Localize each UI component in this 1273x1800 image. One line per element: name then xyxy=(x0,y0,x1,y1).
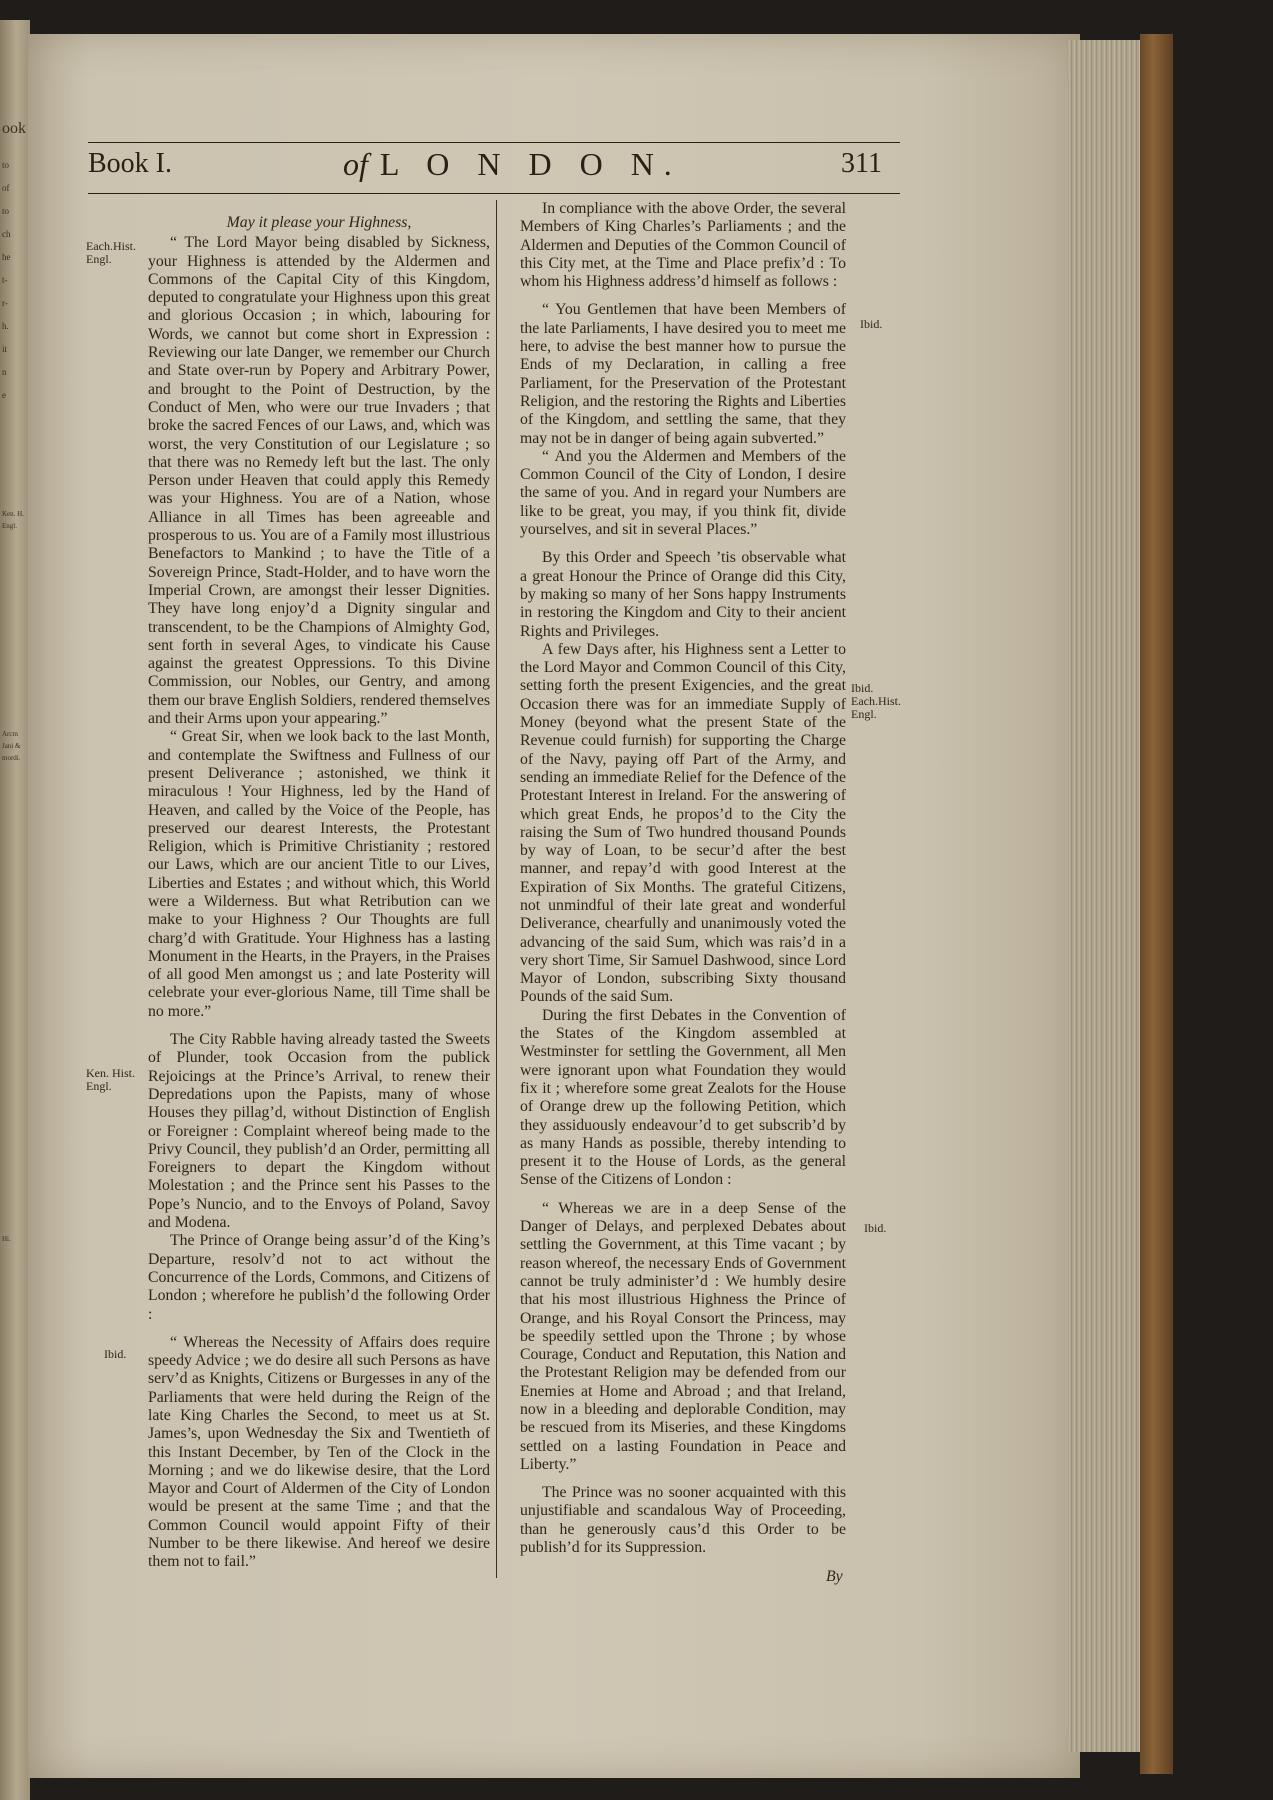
column-rule xyxy=(496,200,497,1578)
prev-page-fragment: he xyxy=(2,252,11,262)
prev-page-fragment: Ken. H. xyxy=(2,510,24,518)
prev-page-fragment: Hi. xyxy=(2,1235,11,1243)
prev-page-fragment: to xyxy=(2,160,10,170)
salutation: May it please your Highness, xyxy=(226,214,412,231)
paragraph: During the first Debates in the Convention of the States of the Kingdom assembled at Westminster for settling the Government, all Men were ignorant upon what Foundation they would fix it ; wherefore some great Zealots for the House of Orange drew up the following Petition, which they assiduously endeavour’d to get subscrib’d by as many Hands as possible, thereby intending to present it to the House of Lords, as the general Sense of the Citizens of London : xyxy=(520,1006,846,1189)
page-number: 311 xyxy=(841,148,882,179)
paragraph: “ Whereas the Necessity of Affairs does require speedy Advice ; we do desire all such Persons as have serv’d as Knights, Citizens or Burgesses in any of the Parliaments that were held during the Reign of the late King Charles the Second, to meet us at St. James’s, upon Wednesday the Six and Twentieth of this Instant December, by Ten of the Clock in the Morning ; and we do likewise desire, that the Lord Mayor and Court of Aldermen of the City of London would be present at the same Time ; and that the Common Council would appoint Fifty of their Number to be there likewise. And hereof we desire them not to fail.” xyxy=(148,1333,490,1571)
previous-page-edge xyxy=(0,20,30,1800)
margin-note: Ibid. xyxy=(860,317,883,331)
margin-note: Each.Hist. Engl. xyxy=(86,239,136,266)
book-cover-edge xyxy=(1140,34,1173,1774)
prev-page-fragment: h. xyxy=(2,321,9,331)
paragraph: By this Order and Speech ’tis observable what a great Honour the Prince of Orange did this City, by making so many of her Sons happy Instruments in restoring the Kingdom and City to their ancient Rights and Privileges. xyxy=(520,549,846,640)
paragraph: “ The Lord Mayor being disabled by Sickness, your Highness is attended by the Aldermen and Commons of the Capital City of this Kingdom, deputed to congratulate your Highness upon this great and glorious Occasion ; in which, labouring for Words, we cannot but come short in Expression : Reviewing our late Danger, we remember our Church and State over-run by Popery and Arbitrary Power, and brought to the Point of Destruction, by the Conduct of Men, who were our true Invaders ; that broke the sacred Fences of our Laws, and, which was worst, the very Constitution of our Legislature ; so that there was no Remedy left but the last. The only Person under Heaven that could apply this Remedy was your Highness. You are of a Nation, whose Alliance in all Times has been agreeable and prosperous to us. You are of a Family most illustrious Benefactors to Mankind ; to have the Title of a Sovereign Prince, Stadt-Holder, and to have worn the Imperial Crown, are amongst their lesser Dignities. They have long enjoy’d a Dignity singular and transcendent, to be the Champions of Almighty God, sent forth in several Ages, to vindicate his Cause against the greatest Oppressions. To this Divine Commission, our Nobles, our Gentry, and among them our brave English Soldiers, rendered themselves and their Arms upon your appearing.” xyxy=(148,234,490,728)
margin-note: Ibid. xyxy=(864,1221,887,1235)
prev-page-fragment: to xyxy=(2,206,10,216)
running-header xyxy=(88,142,900,194)
paragraph: A few Days after, his Highness sent a Letter to the Lord Mayor and Common Council of this City, setting forth the present Exigencies, and the great Occasion there was for an immediate Supply of Money (beyond what the present State of the Revenue could furnish) for supporting the Charge of the Navy, paying off Part of the Army, and sending an immediate Relief for the Defence of the Protestant Interest in Ireland. For the answering of which great Ends, he propos’d to the City the raising the Sum of Two hundred thousand Pounds by way of Loan, to be secur’d after the best manner, and repay’d with good Interest at the Expiration of Six Months. The grateful Citizens, not unmindful of their late great and wonderful Deliverance, chearfully and unanimously voted the advancing of the said Sum, which was rais’d in a very short Time, Sir Samuel Dashwood, since Lord Mayor of London, subscribing Sixty thousand Pounds of the said Sum. xyxy=(520,640,846,1006)
paragraph: The City Rabble having already tasted the Sweets of Plunder, took Occasion from the publick Rejoicings at the Prince’s Arrival, to renew their Depredations upon the Papists, many of whose Houses they pillag’d, without Distinction of English or Foreigner : Complaint whereof being made to the Privy Council, they publish’d an Order, permitting all Foreigners to depart the Kingdom without Molestation ; and the Prince sent his Passes to the Pope’s Nuncio, and to the Envoys of Poland, Savoy and Modena. xyxy=(148,1031,490,1232)
prev-page-fragment: t- xyxy=(2,275,8,285)
title-london: L O N D O N. xyxy=(379,146,682,182)
prev-page-fragment: ch xyxy=(2,229,11,239)
paragraph: In compliance with the above Order, the several Members of King Charles’s Parliaments ; and the Aldermen and Deputies of the Common Council of this City met, at the Time and Place prefix’d : To whom his Highness address’d himself as follows : xyxy=(520,200,846,291)
paragraph: “ And you the Aldermen and Members of the Common Council of the City of London, I desire the same of you. And in regard your Numbers are like to be great, you may, if you think fit, divide yourselves, and sit in several Places.” xyxy=(520,447,846,539)
prev-page-fragment: mordi. xyxy=(2,754,21,762)
prev-page-fragment: Jani & xyxy=(2,742,21,750)
paragraph: “ You Gentlemen that have been Members of the late Parliaments, I have desired you to meet me here, to advise the best manner how to pursue the Ends of my Declaration, in calling a free Parliament, for the Preservation of the Protestant Religion, and the restoring the Rights and Liberties of the Kingdom, and settling the same, that they may not be in danger of being again subverted.” xyxy=(520,301,846,447)
margin-note: Ibid. xyxy=(104,1347,127,1361)
prev-page-fragment: Arcm xyxy=(2,730,18,738)
right-column xyxy=(520,200,846,1557)
prev-page-fragment: n xyxy=(2,367,7,377)
prev-page-fragment: ook xyxy=(2,120,26,137)
left-column xyxy=(148,214,490,1572)
prev-page-fragment: it xyxy=(2,344,8,354)
prev-page-fragment: r- xyxy=(2,298,8,308)
prev-page-fragment: Engl. xyxy=(2,522,17,530)
paragraph: The Prince of Orange being assur’d of the King’s Departure, resolv’d not to act without the Concurrence of the Lords, Commons, and Citizens of London ; wherefore he publish’d the following Order : xyxy=(148,1232,490,1323)
paragraph: The Prince was no sooner acquainted with this unjustifiable and scandalous Way of Proceeding, than he generously caus’d this Order to be publish’d for its Suppression. xyxy=(520,1484,846,1557)
catchword: By xyxy=(826,1568,843,1585)
book-label: Book I. xyxy=(88,148,172,179)
margin-note: Ibid. Each.Hist. Engl. xyxy=(851,681,901,721)
prev-page-fragment: of xyxy=(2,183,10,193)
prev-page-fragment: e xyxy=(2,390,6,400)
page-edges xyxy=(1068,40,1140,1752)
margin-note: Ken. Hist. Engl. xyxy=(86,1066,135,1093)
title-of: of xyxy=(343,146,368,182)
paragraph: “ Whereas we are in a deep Sense of the Danger of Delays, and perplexed Debates about settling the Government, at this Time vacant ; by reason whereof, the necessary Ends of Government cannot be truly administer’d : We humbly desire that his most illustrious Highness the Prince of Orange, and his Royal Consort the Princess, may be speedily settled upon the Throne ; by whose Courage, Conduct and Reputation, this Nation and the Protestant Religion may be defended from our Enemies at Home and Abroad ; and that Ireland, now in a bleeding and deplorable Condition, may be rescued from its Miseries, and these Kingdoms settled on a lasting Foundation in Peace and Liberty.” xyxy=(520,1199,846,1473)
page-title xyxy=(343,146,682,183)
paragraph: “ Great Sir, when we look back to the last Month, and contemplate the Swiftness and Fullness of our present Deliverance ; astonished, we think it miraculous ! Your Highness, led by the Hand of Heaven, and called by the Voice of the People, has preserved our dearest Interests, the Protestant Religion, which is Primitive Christianity ; restored our Laws, which are our ancient Title to our Lives, Liberties and Estates ; and without which, this World were a Wilderness. But what Retribution can we make to your Highness ? Our Thoughts are full charg’d with Gratitude. Your Highness has a lasting Monument in the Hearts, in the Prayers, in the Praises of all good Men amongst us ; and late Posterity will celebrate your ever-glorious Name, till Time shall be no more.” xyxy=(148,728,490,1020)
